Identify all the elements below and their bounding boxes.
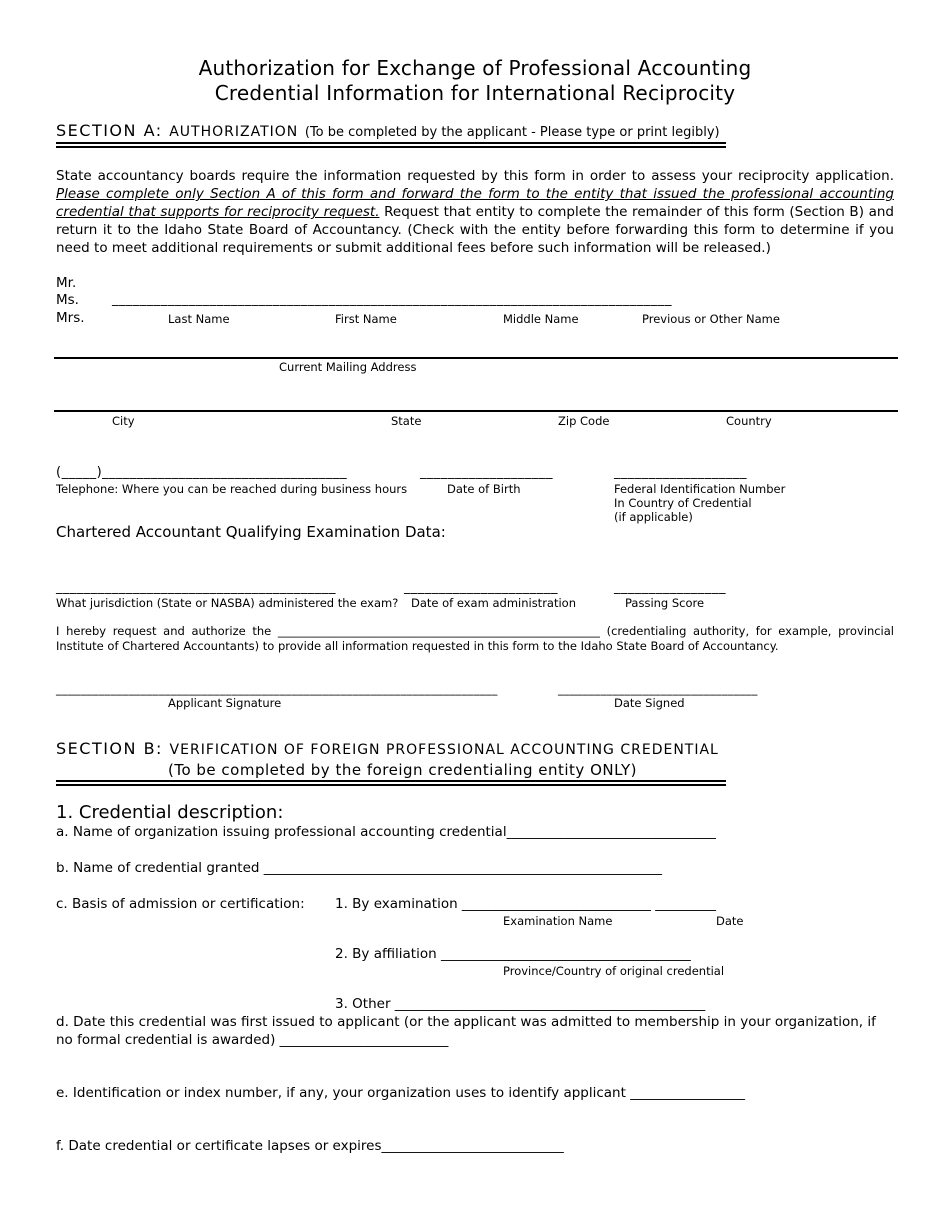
section-b-double-rule (56, 780, 726, 786)
country-label: Country (726, 414, 772, 428)
federal-id-label-3: (if applicable) (614, 510, 693, 524)
zip-code-label: Zip Code (558, 414, 610, 428)
telephone-label: Telephone: Where you can be reached during business hours (56, 482, 408, 496)
form-title-line-1: Authorization for Exchange of Professional Accounting (198, 56, 752, 80)
examination-date-label: Date (716, 914, 744, 928)
authorization-statement: I hereby request and authorize the ________________________________________________________ (credentialing authority, for example, provincial Institute of Chartered Accountants) to provide all information requested in this form to the Idaho State Board of Accountancy. (56, 624, 894, 653)
credential-description-heading: 1. Credential description: (56, 802, 284, 823)
section-a-note: (To be completed by the applicant - Please type or print legibly) (304, 125, 720, 140)
province-country-label: Province/Country of original credential (503, 964, 725, 978)
exam-data-heading: Chartered Accountant Qualifying Examination Data: (56, 523, 446, 541)
intro-emphasis: Please complete only Section A of this form and forward the form to the entity that issued the professional accounting credential that supports for reciprocity request. (56, 186, 894, 220)
first-issued-date-field[interactable]: d. Date this credential was first issued to applicant (or the applicant was admitted to membership in your organization, if no formal credential is awarded) _________________________ (56, 1014, 876, 1048)
applicant-signature-field[interactable]: _________________________________________________________________________ (56, 682, 498, 696)
other-basis-field[interactable]: 3. Other ______________________________________________ (335, 996, 706, 1012)
section-b-note: (To be completed by the foreign credentialing entity ONLY) (168, 761, 637, 779)
salutation-ms[interactable]: Ms. (56, 292, 79, 308)
date-signed-field[interactable]: _________________________________ (558, 682, 758, 696)
mailing-address-field[interactable] (54, 357, 898, 359)
by-examination-field[interactable]: 1. By examination ____________________________ _________ (335, 896, 716, 912)
federal-id-label-2: In Country of Credential (614, 496, 752, 510)
salutation-mrs[interactable]: Mrs. (56, 310, 85, 326)
applicant-signature-label: Applicant Signature (168, 696, 282, 710)
section-b-label: SECTION B: (56, 739, 163, 758)
intro-text-1: State accountancy boards require the information requested by this form in order to assess your reciprocity application. (56, 168, 894, 184)
state-label: State (391, 414, 422, 428)
intro-text-2: Request that entity to complete the remainder of this form (Section B) and return it to the Idaho State Board of Accountancy. (Check with the entity before forwarding this form to determine if you need to meet additional requirements or submit additional fees before such information will be released.) (56, 204, 894, 256)
section-a-label: SECTION A: (56, 121, 163, 140)
mailing-address-label: Current Mailing Address (279, 360, 417, 374)
jurisdiction-label: What jurisdiction (State or NASBA) administered the exam? (56, 596, 399, 610)
examination-name-label: Examination Name (503, 914, 613, 928)
section-b-heading (56, 739, 719, 758)
federal-id-field[interactable]: ___________________ (614, 465, 747, 480)
previous-name-label: Previous or Other Name (642, 312, 780, 326)
passing-score-field[interactable]: ________________ (614, 580, 726, 595)
first-name-label: First Name (335, 312, 397, 326)
by-affiliation-field[interactable]: 2. By affiliation _____________________________________ (335, 946, 691, 962)
passing-score-label: Passing Score (625, 596, 705, 610)
middle-name-label: Middle Name (503, 312, 579, 326)
exam-date-field[interactable]: ______________________ (404, 580, 558, 595)
jurisdiction-field[interactable]: ________________________________________ (56, 580, 336, 595)
section-b-subheading: VERIFICATION OF FOREIGN PROFESSIONAL ACCOUNTING CREDENTIAL (169, 742, 719, 758)
identification-number-field[interactable]: e. Identification or index number, if any, your organization uses to identify applicant _________________ (56, 1085, 745, 1101)
form-title-line-2: Credential Information for International Reciprocity (214, 81, 736, 105)
applicant-name-field[interactable]: ________________________________________________________________________________ (112, 292, 672, 307)
section-a-double-rule (56, 142, 726, 148)
telephone-field[interactable]: (_____)___________________________________ (56, 465, 348, 480)
federal-id-label-1: Federal Identification Number (614, 482, 786, 496)
lapse-date-field[interactable]: f. Date credential or certificate lapses or expires___________________________ (56, 1138, 564, 1154)
exam-date-label: Date of exam administration (411, 596, 576, 610)
date-of-birth-field[interactable]: ___________________ (420, 465, 553, 480)
salutation-mr[interactable]: Mr. (56, 275, 77, 291)
section-a-subheading: AUTHORIZATION (169, 124, 299, 140)
basis-of-admission-label: c. Basis of admission or certification: (56, 896, 305, 912)
issuing-organization-field[interactable]: a. Name of organization issuing professional accounting credential_______________________________ (56, 824, 716, 840)
date-signed-label: Date Signed (614, 696, 685, 710)
last-name-label: Last Name (168, 312, 230, 326)
city-state-zip-field[interactable] (54, 410, 898, 412)
credential-name-field[interactable]: b. Name of credential granted ___________________________________________________________ (56, 860, 663, 876)
city-label: City (112, 414, 135, 428)
section-a-instructions (56, 167, 894, 257)
section-a-heading (56, 121, 720, 140)
date-of-birth-label: Date of Birth (447, 482, 521, 496)
